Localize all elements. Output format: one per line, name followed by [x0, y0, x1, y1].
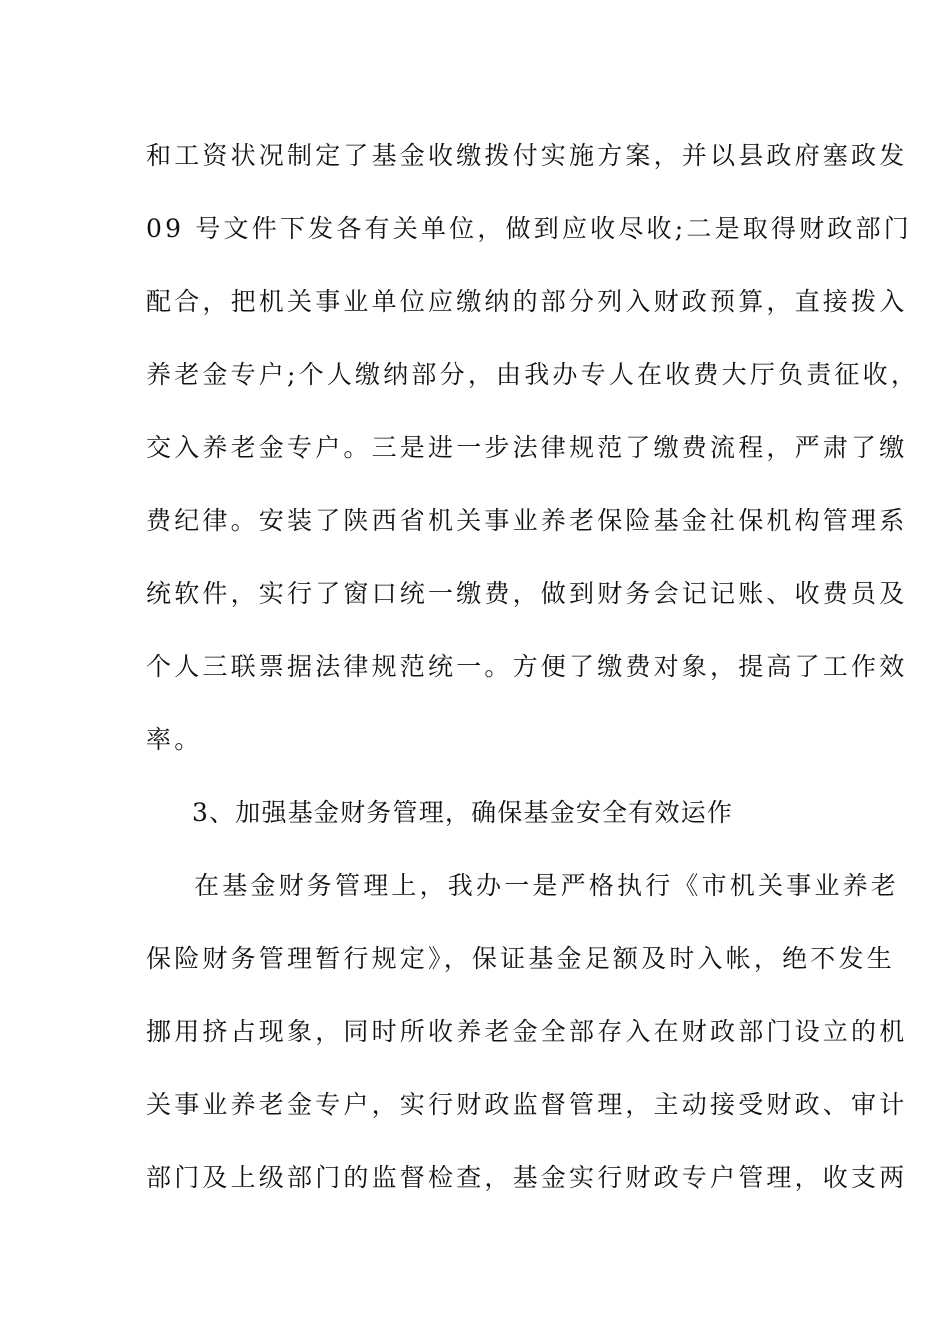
- text-line-3: 配合，把机关事业单位应缴纳的部分列入财政预算，直接拨入: [146, 287, 908, 316]
- text-line-1: 和工资状况制定了基金收缴拨付实施方案，并以县政府塞政发: [146, 141, 908, 170]
- text-line-12: 保险财务管理暂行规定》，保证基金足额及时入帐，绝不发生: [146, 944, 895, 973]
- text-line-2: 09 号文件下发各有关单位，做到应收尽收;二是取得财政部门: [146, 214, 912, 243]
- text-line-14: 关事业养老金专户，实行财政监督管理，主动接受财政、审计: [146, 1090, 908, 1119]
- text-line-15: 部门及上级部门的监督检查，基金实行财政专户管理，收支两: [146, 1163, 908, 1192]
- text-line-6: 费纪律。安装了陕西省机关事业养老保险基金社保机构管理系: [146, 506, 908, 535]
- text-line-13: 挪用挤占现象，同时所收养老金全部存入在财政部门设立的机: [146, 1017, 908, 1046]
- text-line-9: 率。: [146, 725, 203, 754]
- text-line-4: 养老金专户;个人缴纳部分，由我办专人在收费大厅负责征收，: [146, 360, 920, 389]
- text-line-8: 个人三联票据法律规范统一。方便了缴费对象，提高了工作效: [146, 652, 908, 681]
- text-line-7: 统软件，实行了窗口统一缴费，做到财务会记记账、收费员及: [146, 579, 908, 608]
- section-heading: 3、加强基金财务管理，确保基金安全有效运作: [192, 798, 734, 827]
- text-line-5: 交入养老金专户。三是进一步法律规范了缴费流程，严肃了缴: [146, 433, 908, 462]
- paragraph-first-line: 在基金财务管理上，我办一是严格执行《市机关事业养老: [194, 871, 900, 900]
